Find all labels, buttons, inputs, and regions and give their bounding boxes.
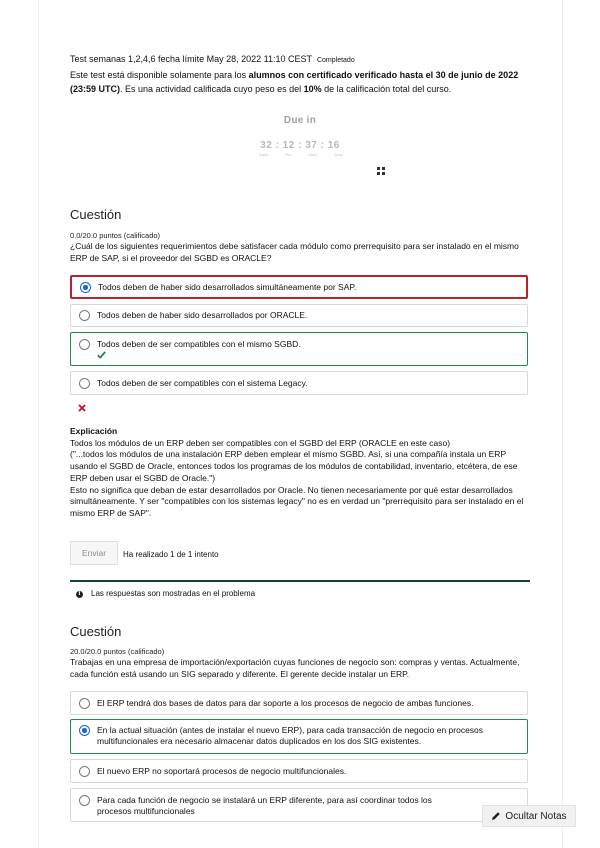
countdown-timer: 32 : 12 : 37 : 16 xyxy=(260,140,340,151)
check-icon xyxy=(97,351,106,359)
q1-option-1[interactable] xyxy=(70,275,528,299)
incorrect-icon xyxy=(78,404,86,412)
question-1-text: ¿Cuál de los siguientes requerimientos debe satisfacer cada módulo como prerrequisito para ser instalado en el mismo ERP de SAP, si el proveedor del SGBD es ORACLE? xyxy=(70,241,519,263)
q2-option-2-label: En la actual situación (antes de instalar el nuevo ERP), para cada transacción de negocio en procesos multifuncionales era necesario almacenar datos duplicados en los dos SIG existentes. xyxy=(97,725,484,746)
due-countdown xyxy=(240,115,360,157)
explanation-line-1: Todos los módulos de un ERP deben ser compatibles con el SGBD del ERP (ORACLE en este caso) xyxy=(70,437,451,448)
q2-option-2[interactable] xyxy=(70,719,528,754)
explanation-line-2: ("...todos los módulos de una instalación ERP deben emplear el mismo SGBD. Así, si una compañía instala un ERP usando el SGBD de Oracle, entonces todos los programas de los módulos de contabilidad, inventario, etcétera, de ese ERP deben usar el SGBD de Oracle.") xyxy=(70,449,518,483)
radio-selected[interactable] xyxy=(80,282,91,293)
unit-hours: Hrs xyxy=(285,152,292,157)
availability-weight: 10% xyxy=(303,84,322,94)
test-status: Completado xyxy=(316,57,355,64)
info-icon: i xyxy=(76,591,83,598)
radio-unselected[interactable] xyxy=(79,698,90,709)
q2-option-4-label: Para cada función de negocio se instalará un ERP diferente, para así coordinar todos los procesos multifuncionales xyxy=(97,795,432,816)
radio-unselected[interactable] xyxy=(79,310,90,321)
q2-option-1[interactable] xyxy=(70,691,528,715)
notice-text: Las respuestas son mostradas en el problema xyxy=(91,589,256,598)
question-2-points: 20.0/20.0 puntos (calificado) xyxy=(70,647,165,656)
hide-notes-label: Ocultar Notas xyxy=(505,810,567,822)
q1-option-3-label: Todos deben de ser compatibles con el mismo SGBD. xyxy=(97,339,301,349)
q1-option-4-label: Todos deben de ser compatibles con el sistema Legacy. xyxy=(97,378,308,388)
q1-option-4[interactable] xyxy=(70,371,528,395)
attempts-text: Ha realizado 1 de 1 intento xyxy=(123,550,219,559)
q1-option-2[interactable] xyxy=(70,304,528,327)
availability-suffix: de la calificación total del curso. xyxy=(321,84,452,94)
pencil-icon xyxy=(491,811,501,821)
availability-mid: . Es una actividad calificada cuyo peso es del xyxy=(120,84,304,94)
radio-unselected[interactable] xyxy=(79,378,90,389)
question-1-points: 0.0/20.0 puntos (calificado) xyxy=(70,231,161,240)
hide-notes-button[interactable] xyxy=(482,805,576,827)
q2-option-3-label: El nuevo ERP no soportará procesos de negocio multifuncionales. xyxy=(97,766,347,776)
test-header xyxy=(70,52,530,96)
right-rule xyxy=(562,0,563,848)
test-deadline: Test semanas 1,2,4,6 fecha límite May 28, 2022 11:10 CEST xyxy=(70,54,312,64)
radio-unselected[interactable] xyxy=(79,339,90,350)
test-info-line xyxy=(70,52,530,68)
explanation xyxy=(70,426,532,520)
q1-option-1-label: Todos deben de haber sido desarrollados simultáneamente por SAP. xyxy=(98,282,357,292)
unit-secs: Secs xyxy=(333,152,343,157)
q1-option-3[interactable] xyxy=(70,332,528,366)
radio-selected[interactable] xyxy=(79,725,90,736)
explanation-title: Explicación xyxy=(70,426,118,436)
unit-days: Days xyxy=(259,152,269,157)
availability-bold: alumnos con certificado verificado hasta el 30 de junio de 2022 (23:59 UTC) xyxy=(70,70,519,94)
countdown-units xyxy=(242,152,360,157)
question-2-title: Cuestión xyxy=(70,624,122,639)
q2-option-1-label: El ERP tendrá dos bases de datos para dar soporte a los procesos de negocio de ambas funciones. xyxy=(97,698,474,708)
unit-mins: Mins xyxy=(308,152,317,157)
radio-unselected[interactable] xyxy=(79,795,90,806)
question-1-title: Cuestión xyxy=(70,207,122,222)
left-rule xyxy=(38,0,39,848)
question-2-text: Trabajas en una empresa de importación/exportación cuyas funciones de negocio son: compras y ventas. Actualmente, cada función está usando un SIG separado y diferente. El gerente decide instalar un ERP. xyxy=(70,657,520,679)
submit-button[interactable]: Enviar xyxy=(70,541,118,565)
availability-prefix: Este test está disponible solamente para los xyxy=(70,70,249,80)
availability-text xyxy=(70,68,530,96)
due-title: Due in xyxy=(283,115,317,126)
q2-option-4[interactable] xyxy=(70,788,528,822)
q1-option-2-label: Todos deben de haber sido desarrollados por ORACLE. xyxy=(97,310,308,320)
explanation-line-3: Esto no significa que deban de estar desarrollados por Oracle. No tienen necesariamente por qué estar desarrollados simultáneamente. Y ser "compatibles con los sistemas legacy" no es en verdad un "prerrequisito para ser instalado en el mismo ERP de SAP". xyxy=(70,484,524,518)
q2-option-3[interactable] xyxy=(70,759,528,783)
radio-unselected[interactable] xyxy=(79,766,90,777)
drag-grid-icon[interactable] xyxy=(377,167,385,175)
answers-notice xyxy=(70,580,530,606)
